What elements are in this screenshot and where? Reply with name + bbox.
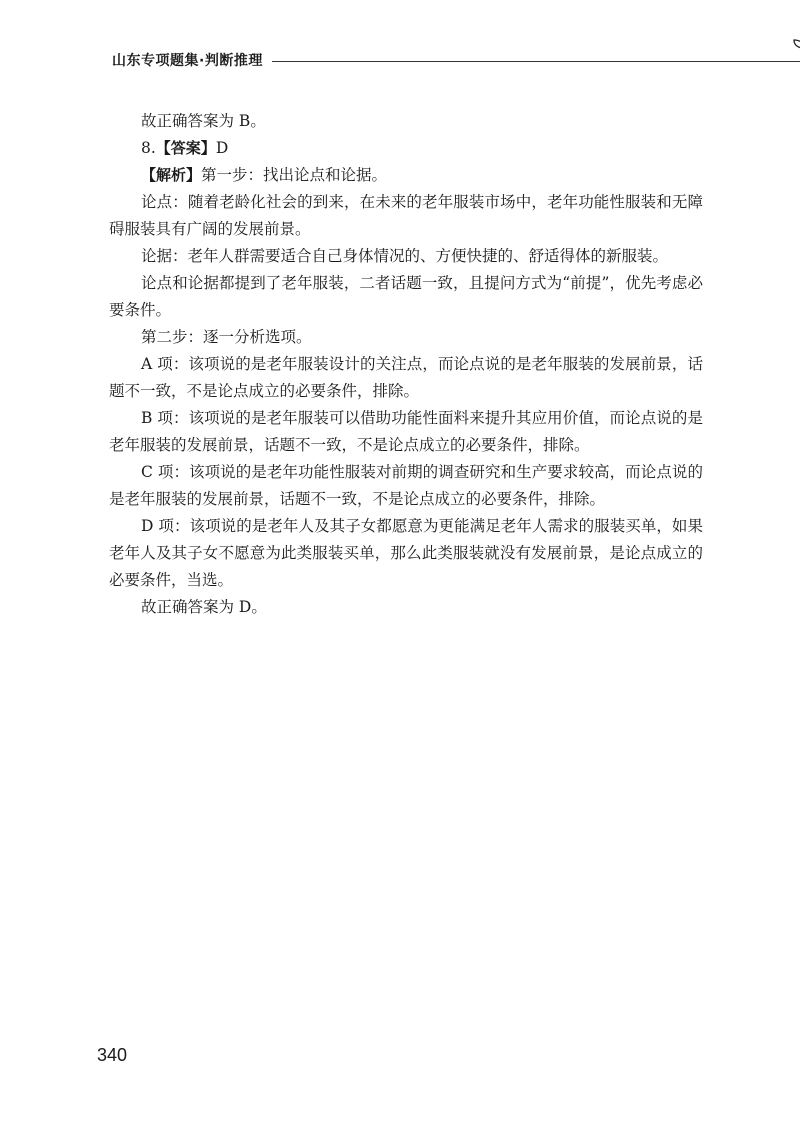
header-title: 山东专项题集·判断推理 — [112, 53, 263, 69]
answer-explanation — [109, 108, 703, 621]
page-number: 340 — [97, 1045, 128, 1065]
running-header — [112, 50, 724, 74]
analysis-heading: 【解析】第一步：找出论点和论据。 — [141, 166, 388, 184]
analysis-tag: 【解析】 — [141, 166, 202, 184]
option-d-analysis: D 项：该项说的是老年人及其子女都愿意为更能满足老年人需求的服装买单，如果老年人及其子女不愿意为此类服装买单，那么此类服装就没有发展前景，是论点成立的必要条件，当选。 — [109, 517, 703, 589]
question-number: 8. — [141, 139, 156, 157]
option-b-analysis: B 项：该项说的是老年服装可以借助功能性面料来提升其应用价值，而论点说的是老年服装的发展前景，话题不一致，不是论点成立的必要条件，排除。 — [109, 409, 703, 454]
option-a-analysis: A 项：该项说的是老年服装设计的关注点，而论点说的是老年服装的发展前景，话题不一致，不是论点成立的必要条件，排除。 — [109, 355, 703, 400]
paragraph: 论点：随着老龄化社会的到来，在未来的老年服装市场中，老年功能性服装和无障碍服装具有广阔的发展前景。 — [109, 193, 703, 238]
answer-tag: 【答案】 — [155, 139, 216, 157]
answer-line — [109, 135, 703, 162]
paragraph: 故正确答案为 B。 — [141, 112, 266, 130]
paragraph: 故正确答案为 D。 — [141, 598, 267, 616]
answer-value: D — [215, 139, 229, 157]
option-c-analysis: C 项：该项说的是老年功能性服装对前期的调查研究和生产要求较高，而论点说的是老年服装的发展前景，话题不一致，不是论点成立的必要条件，排除。 — [109, 463, 703, 508]
paragraph: 第二步：逐一分析选项。 — [141, 328, 312, 346]
paragraph: 论点和论据都提到了老年服装，二者话题一致，且提问方式为“前提”，优先考虑必要条件。 — [109, 274, 703, 319]
sprout-icon — [792, 36, 800, 70]
header-rule — [272, 61, 800, 62]
paragraph: 论据：老年人群需要适合自己身体情况的、方便快捷的、舒适得体的新服装。 — [141, 247, 669, 265]
